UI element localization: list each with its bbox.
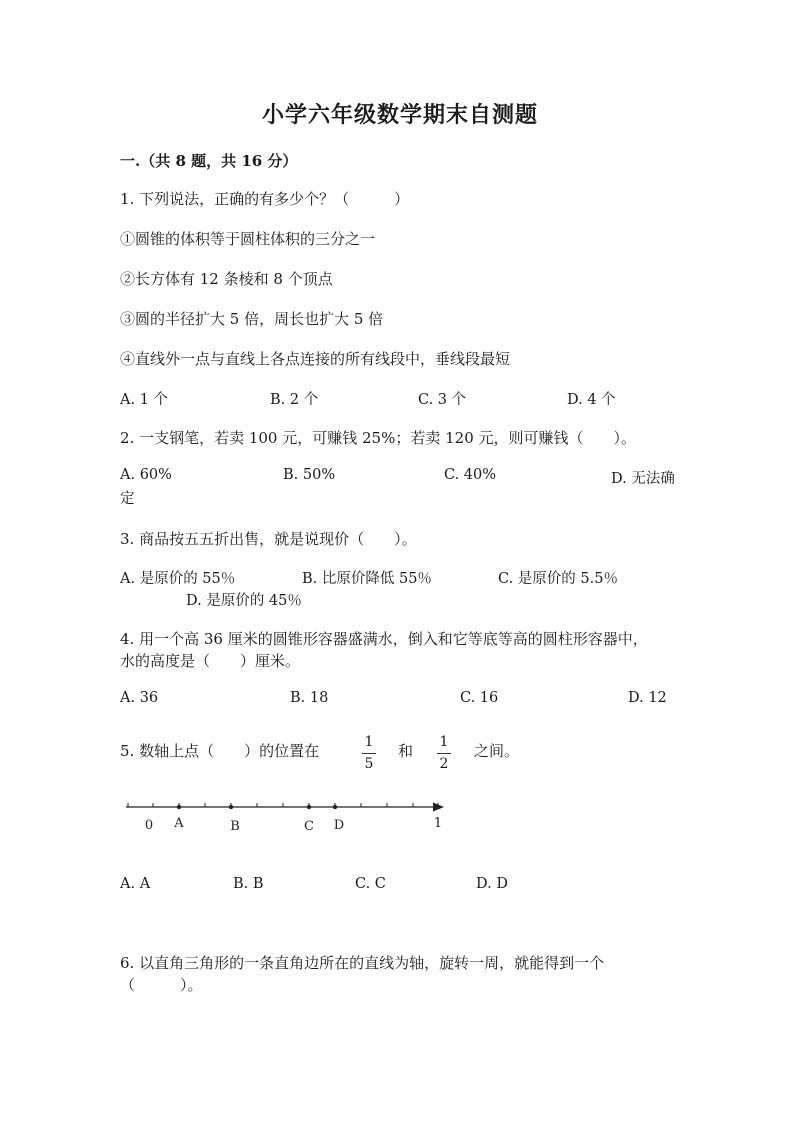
section-heading: 一.（共 8 题，共 16 分） (120, 152, 298, 170)
number-line-point-b (229, 805, 233, 809)
question-2-option-d: D. 无法确 (611, 471, 675, 487)
question-6-stem-line-2: （ ）。 (120, 976, 203, 994)
question-3-stem: 3. 商品按五五折出售，就是说现价（ ）。 (120, 530, 417, 548)
question-5-and: 和 (398, 742, 414, 760)
fraction-bar (437, 753, 451, 754)
question-3-option-c: C. 是原价的 5.5％ (498, 571, 618, 587)
axis-label-b: B (230, 819, 240, 834)
number-line-point-d (333, 805, 337, 809)
fraction-bar (362, 753, 376, 754)
question-4-option-c: C. 16 (460, 690, 499, 706)
question-5-option-b: B. B (233, 876, 264, 892)
question-4-option-b: B. 18 (290, 690, 329, 706)
fraction-one-half (433, 734, 455, 773)
question-1-statement-3: ③圆的半径扩大 5 倍，周长也扩大 5 倍 (120, 310, 384, 328)
question-6-stem-line-1: 6. 以直角三角形的一条直角边所在的直线为轴，旋转一周，就能得到一个 (120, 954, 605, 972)
question-2-stem: 2. 一支钢笔，若卖 100 元，可赚钱 25%；若卖 120 元，则可赚钱（ ）。 (120, 429, 637, 447)
question-3-option-d: D. 是原价的 45％ (186, 593, 302, 609)
question-1-statement-4: ④直线外一点与直线上各点连接的所有线段中，垂线段最短 (120, 350, 511, 368)
fraction-numerator: 1 (364, 734, 374, 750)
fraction-denominator: 5 (364, 756, 374, 772)
axis-label-d: D (333, 818, 345, 833)
question-5-option-d: D. D (476, 876, 508, 892)
question-1-statement-2: ②长方体有 12 条棱和 8 个顶点 (120, 270, 333, 288)
number-line-point-a (177, 805, 181, 809)
question-1-stem: 1. 下列说法，正确的有多少个？（ ） (120, 190, 410, 208)
question-1-option-d: D. 4 个 (567, 392, 616, 408)
question-4-option-d: D. 12 (628, 690, 667, 706)
axis-label-1: 1 (433, 816, 443, 831)
question-5-option-a: A. A (120, 876, 151, 892)
question-4-stem-line-1: 4. 用一个高 36 厘米的圆锥形容器盛满水，倒入和它等底等高的圆柱形容器中， (120, 630, 648, 648)
fraction-one-fifth (358, 734, 380, 773)
question-2-option-d-wrap: 定 (120, 491, 135, 507)
question-1-option-b: B. 2 个 (270, 392, 319, 408)
number-line-point-c (307, 805, 311, 809)
question-2-option-b: B. 50% (283, 467, 336, 483)
question-1-option-c: C. 3 个 (418, 392, 467, 408)
question-5-stem-part-2: 之间。 (474, 742, 520, 760)
question-4-option-a: A. 36 (120, 690, 159, 706)
axis-label-c: C (304, 819, 314, 834)
question-1-statement-1: ①圆锥的体积等于圆柱体积的三分之一 (120, 230, 376, 248)
axis-label-0: 0 (144, 818, 154, 833)
question-3-option-b: B. 比原价降低 55％ (302, 571, 432, 587)
question-3-option-a: A. 是原价的 55％ (120, 571, 236, 587)
page-title: 小学六年级数学期末自测题 (261, 102, 538, 128)
fraction-numerator: 1 (439, 734, 449, 750)
question-5-option-c: C. C (355, 876, 386, 892)
fraction-denominator: 2 (439, 756, 449, 772)
question-5-stem-part-1: 5. 数轴上点（ ）的位置在 (120, 742, 320, 760)
question-1-option-a: A. 1 个 (120, 392, 169, 408)
number-line-figure (120, 795, 460, 840)
question-2-option-a: A. 60% (120, 467, 172, 483)
question-4-stem-line-2: 水的高度是（ ）厘米。 (120, 652, 301, 670)
question-2-option-c: C. 40% (444, 467, 497, 483)
axis-label-a: A (174, 816, 184, 831)
